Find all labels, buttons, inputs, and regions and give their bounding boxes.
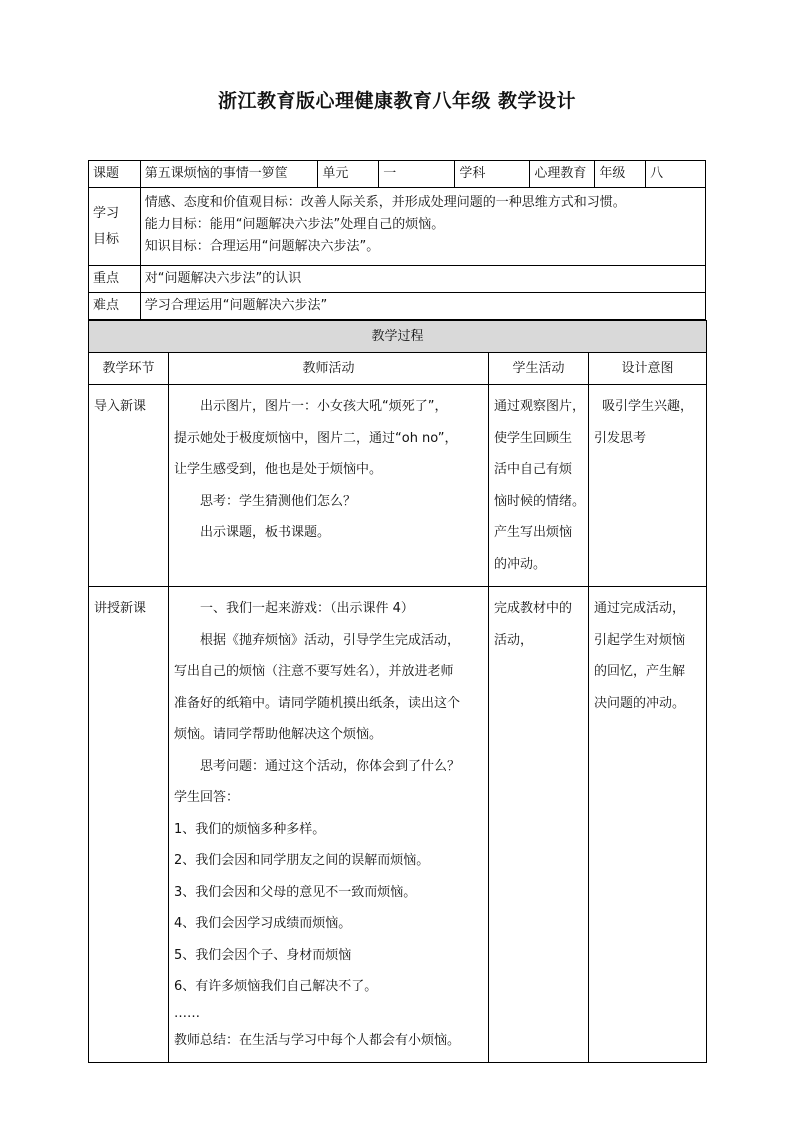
subject-label: 学科 <box>455 161 530 188</box>
page-title: 浙江教育版心理健康教育八年级 教学设计 <box>217 90 577 112</box>
teacher-line: 出示课题，板书课题。 <box>200 525 331 540</box>
subject-value: 心理教育 <box>530 161 595 188</box>
teacher-line: …… <box>174 1005 200 1021</box>
teacher-line: 1、我们的烦恼多种多样。 <box>174 821 326 837</box>
unit-value: 一 <box>379 161 455 188</box>
goal-emotion: 情感、态度和价值观目标：改善人际关系，并形成处理问题的一种思维方式和习惯。 <box>144 195 626 210</box>
student-line: 使学生回顾生 <box>494 430 573 446</box>
grade-label: 年级 <box>595 161 646 188</box>
intent-intro <box>589 385 707 587</box>
header-stage: 教学环节 <box>89 353 169 385</box>
student-line: 的冲动。 <box>494 556 547 572</box>
goals-label <box>89 188 141 266</box>
student-line: 活中自己有烦 <box>494 462 573 477</box>
goal-knowledge: 知识目标：合理运用“问题解决六步法”。 <box>144 239 380 254</box>
grade-value: 八 <box>646 161 706 188</box>
intent-new <box>589 587 707 1063</box>
header-intent: 设计意图 <box>589 353 707 385</box>
teacher-line: 学生回答： <box>174 790 240 805</box>
teacher-activity-new <box>169 587 489 1063</box>
stage-intro <box>89 385 169 587</box>
teacher-line: 出示图片，图片一：小女孩大吼“烦死了”， <box>200 399 448 414</box>
difficult-label: 难点 <box>89 293 141 320</box>
teacher-line: 2、我们会因和同学朋友之间的误解而烦恼。 <box>174 853 430 868</box>
lesson-info-table <box>88 160 706 320</box>
student-line: 活动， <box>494 632 534 648</box>
intent-line: 通过完成活动， <box>594 601 686 616</box>
intent-line: 吸引学生兴趣， <box>602 399 694 414</box>
student-line: 完成教材中的 <box>494 601 573 616</box>
teacher-line: 思考问题：通过这个活动，你体会到了什么？ <box>200 758 461 774</box>
stage-new-label: 讲授新课 <box>94 601 147 616</box>
process-title: 教学过程 <box>89 321 707 353</box>
student-activity-new <box>489 587 589 1063</box>
intent-line: 决问题的冲动。 <box>594 695 686 711</box>
key-value: 对“问题解决六步法”的认识 <box>140 266 705 293</box>
teacher-line: 准备好的纸箱中。请同学随机摸出纸条，读出这个 <box>174 695 461 711</box>
teacher-line: 一、我们一起来游戏：（出示课件 4） <box>200 601 414 616</box>
teacher-summary: 教师总结：在生活与学习中每个人都会有小烦恼。 <box>174 1032 461 1048</box>
teacher-activity-intro <box>169 385 489 587</box>
teacher-line: 4、我们会因学习成绩而烦恼。 <box>174 916 352 931</box>
student-line: 通过观察图片， <box>494 399 586 414</box>
teacher-line: 提示她处于极度烦恼中，图片二，通过“oh no”， <box>174 430 458 446</box>
student-line: 恼时候的情绪。 <box>494 493 586 509</box>
key-label: 重点 <box>89 266 141 293</box>
difficult-value: 学习合理运用“问题解决六步法” <box>140 293 705 320</box>
student-activity-intro <box>489 385 589 587</box>
student-line: 产生写出烦恼 <box>494 525 573 540</box>
goals-label-text: 学习目标 <box>93 205 120 247</box>
intent-line: 引发思考 <box>594 430 647 446</box>
intent-line: 引起学生对烦恼 <box>594 632 686 648</box>
stage-new <box>89 587 169 1063</box>
unit-label: 单元 <box>318 161 379 188</box>
course-label: 课题 <box>89 161 141 188</box>
header-student: 学生活动 <box>489 353 589 385</box>
header-teacher: 教师活动 <box>169 353 489 385</box>
stage-intro-label: 导入新课 <box>94 399 147 414</box>
teacher-line: 写出自己的烦恼（注意不要写姓名），并放进老师 <box>174 664 454 679</box>
course-value: 第五课烦恼的事情一箩筐 <box>140 161 318 188</box>
goals-cell <box>140 188 705 266</box>
intent-line: 的回忆，产生解 <box>594 664 686 679</box>
teacher-line: 5、我们会因个子、身材而烦恼 <box>174 947 352 963</box>
teacher-line: 6、有许多烦恼我们自己解决不了。 <box>174 979 378 994</box>
goal-ability: 能力目标：能用“问题解决六步法”处理自己的烦恼。 <box>144 217 445 232</box>
teacher-line: 烦恼。请同学帮助他解决这个烦恼。 <box>174 727 383 742</box>
teacher-line: 3、我们会因和父母的意见不一致而烦恼。 <box>174 884 417 900</box>
teacher-line: 思考：学生猜测他们怎么？ <box>200 493 357 509</box>
teacher-line: 根据《抛弃烦恼》活动，引导学生完成活动， <box>200 632 461 648</box>
teaching-process-table <box>88 320 707 1063</box>
teacher-line: 让学生感受到，他也是处于烦恼中。 <box>174 462 383 477</box>
